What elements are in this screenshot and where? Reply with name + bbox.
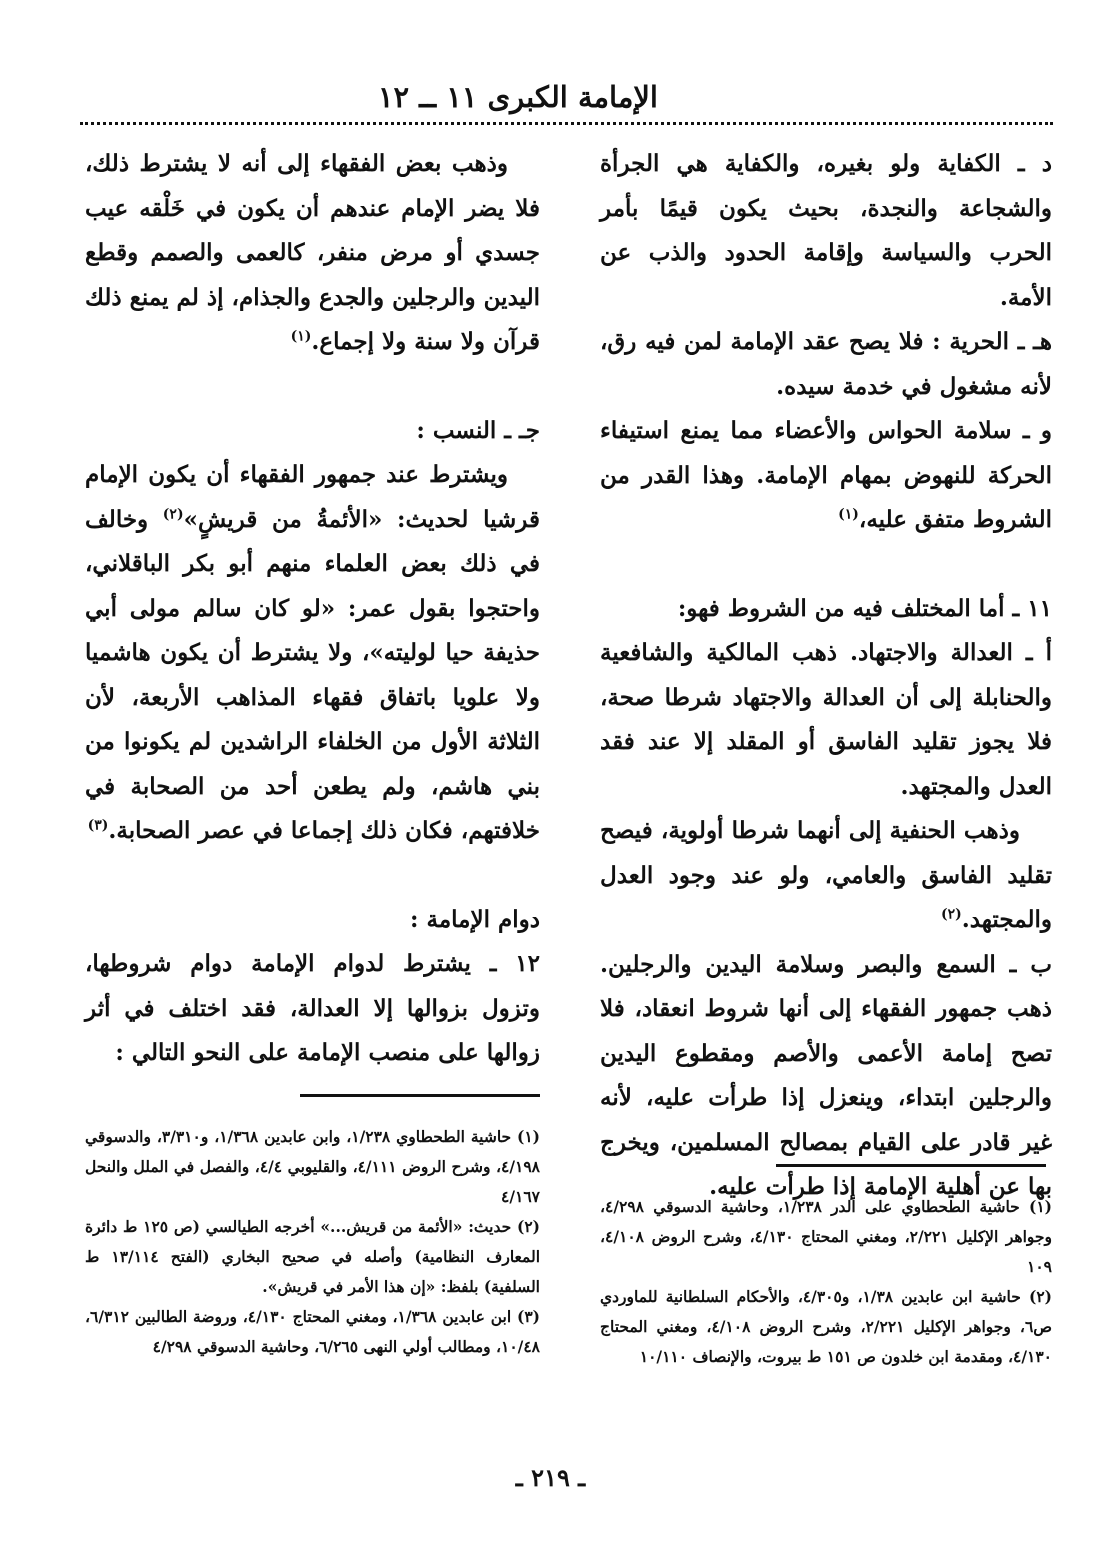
paragraph-freedom <box>600 320 1052 409</box>
subheading-permanence <box>85 898 540 943</box>
spacer <box>600 543 1052 587</box>
paragraph-justice <box>600 631 1052 809</box>
paragraph-text: ١١ ـ أما المختلف فيه من الشروط فهو: <box>677 594 1052 622</box>
footnote-separator <box>300 1094 540 1097</box>
footnote-separator <box>776 1164 1046 1167</box>
paragraph-lineage <box>85 453 540 854</box>
footnote-ref: (٢) <box>162 505 184 522</box>
footnotes-right <box>600 1192 1052 1372</box>
page-title: الإمامة الكبرى ١١ ــ ١٢ <box>377 80 658 114</box>
spacer <box>85 854 540 898</box>
footnote: (٢) حاشية ابن عابدين ١/٣٨، و٤/٣٠٥، والأحكام السلطانية للماوردي ص٦، وجواهر الإكليل ٢/٢٢١، وشرح الروض ٤/١٠٨، ومغني المحتاج ٤/١٣٠، ومقدمة ابن خلدون ص ١٥١ ط بيروت، والإنصاف ١٠/١١٠ <box>600 1287 1053 1366</box>
right-column <box>600 142 1052 1210</box>
footnote-ref: (١) <box>838 506 859 523</box>
paragraph-text: وخالف في ذلك بعض العلماء منهم أبو بكر الباقلاني، واحتجوا بقول عمر: «لو كان سالم مولى أبي حذيفة حيا لوليته»، ولا يشترط أن يكون هاشميا ولا علويا باتفاق فقهاء المذاهب الأربعة، لأن الثلاثة الأول من الخلفاء الراشدين لم يكونوا من بني هاشم، ولم يطعن أحد من الصحابة في خلافتهم، فكان ذلك إجماعا في عصر الصحابة. <box>85 505 540 844</box>
spacer <box>85 365 540 409</box>
paragraph-text: د ـ الكفاية ولو بغيره، والكفاية هي الجرأة والشجاعة والنجدة، بحيث يكون قيمًا بأمر الحرب والسياسة وإقامة الحدود والذب عن الأمة. <box>600 150 1052 311</box>
paragraph-other-view <box>85 142 540 365</box>
header-dotted-rule <box>80 122 1053 125</box>
footnote: (٢) حديث: «الأئمة من قريش...» أخرجه الطيالسي (ص ١٢٥ ط دائرة المعارف النظامية) وأصله في صحيح البخاري (الفتح ١٣/١١٤ ط السلفية) بلفظ: «إن هذا الأمر في قريش». <box>85 1217 541 1296</box>
paragraph-text: وذهب بعض الفقهاء إلى أنه لا يشترط ذلك، فلا يضر الإمام عندهم أن يكون في خَلْقه عيب جسدي أو مرض منفر، كالعمى والصمم وقطع اليدين والرجلين والجدع والجذام، إذ لم يمنع ذلك قرآن ولا سنة ولا إجماع. <box>85 150 540 355</box>
paragraph-text: أ ـ العدالة والاجتهاد. ذهب المالكية والشافعية والحنابلة إلى أن العدالة والاجتهاد شرطا صحة، فلا يجوز تقليد الفاسق أو المقلد إلا عند فقد العدل والمجتهد. <box>600 639 1052 800</box>
paragraph-text: دوام الإمامة : <box>410 905 540 933</box>
footnote: (٣) ابن عابدين ١/٣٦٨، ومغني المحتاج ٤/١٣٠، وروضة الطالبين ٦/٣١٢، ١٠/٤٨، ومطالب أولي النهى ٦/٢٦٥، وحاشية الدسوقي ٤/٢٩٨ <box>85 1307 540 1356</box>
footnote: (١) حاشية الطحطاوي على الدر ١/٢٣٨، وحاشية الدسوقي ٤/٢٩٨، وجواهر الإكليل ٢/٢٢١، ومغني المحتاج ٤/١٣٠، وشرح الروض ٤/١٠٨، ١٠٩ <box>600 1197 1052 1276</box>
paragraph-text: و ـ سلامة الحواس والأعضاء مما يمنع استيفاء الحركة للنهوض بمهام الإمامة. وهذا القدر من الشروط متفق عليه، <box>600 417 1052 533</box>
paragraph-text: وذهب الحنفية إلى أنهما شرطا أولوية، فيصح تقليد الفاسق والعامي، ولو عند وجود العدل والمجتهد. <box>600 817 1052 933</box>
left-column <box>85 142 540 1076</box>
paragraph-hanafi <box>600 809 1052 943</box>
footnotes-left <box>85 1122 540 1362</box>
subheading-lineage <box>85 409 540 454</box>
page-number: ـ ٢١٩ ـ <box>515 1463 586 1492</box>
paragraph-text: ب ـ السمع والبصر وسلامة اليدين والرجلين. ذهب جمهور الفقهاء إلى أنها شروط انعقاد، فلا تصح إمامة الأعمى والأصم ومقطوع اليدين والرجلين ابتداء، وينعزل إذا طرأت عليه، لأنه غير قادر على القيام بمصالح المسلمين، ويخرج بها عن أهلية الإمامة إذا طرأت عليه. <box>600 950 1052 1200</box>
footnote: (١) حاشية الطحطاوي ١/٢٣٨، وابن عابدين ١/٣٦٨، و٣/٣١٠، والدسوقي ٤/١٩٨، وشرح الروض ٤/١١١، والقليوبي ٤/٤، والفصل في الملل والنحل ٤/١٦٧ <box>85 1127 541 1206</box>
footnote-ref: (١) <box>290 328 312 345</box>
paragraph-hearing-sight <box>600 943 1052 1210</box>
paragraph-text: هـ ـ الحرية : فلا يصح عقد الإمامة لمن فيه رق، لأنه مشغول في خدمة سيده. <box>600 328 1052 400</box>
footnote-ref: (٢) <box>940 906 962 923</box>
paragraph-text: ١٢ ـ يشترط لدوام الإمامة دوام شروطها، وتزول بزوالها إلا العدالة، فقد اختلف في أثر زوالها على منصب الإمامة على النحو التالي : <box>85 950 540 1066</box>
running-header <box>80 80 1053 120</box>
paragraph-text: جـ ـ النسب : <box>416 416 540 444</box>
paragraph-text: ويشترط عند جمهور الفقهاء أن يكون الإمام قرشيا لحديث: «الأئمةُ من قريشٍ» <box>85 461 540 533</box>
paragraph-sufficiency <box>600 142 1052 320</box>
section-heading-11 <box>600 587 1052 632</box>
paragraph-senses <box>600 409 1052 543</box>
paragraph-permanence <box>85 942 540 1076</box>
footnote-ref: (٣) <box>87 817 109 834</box>
